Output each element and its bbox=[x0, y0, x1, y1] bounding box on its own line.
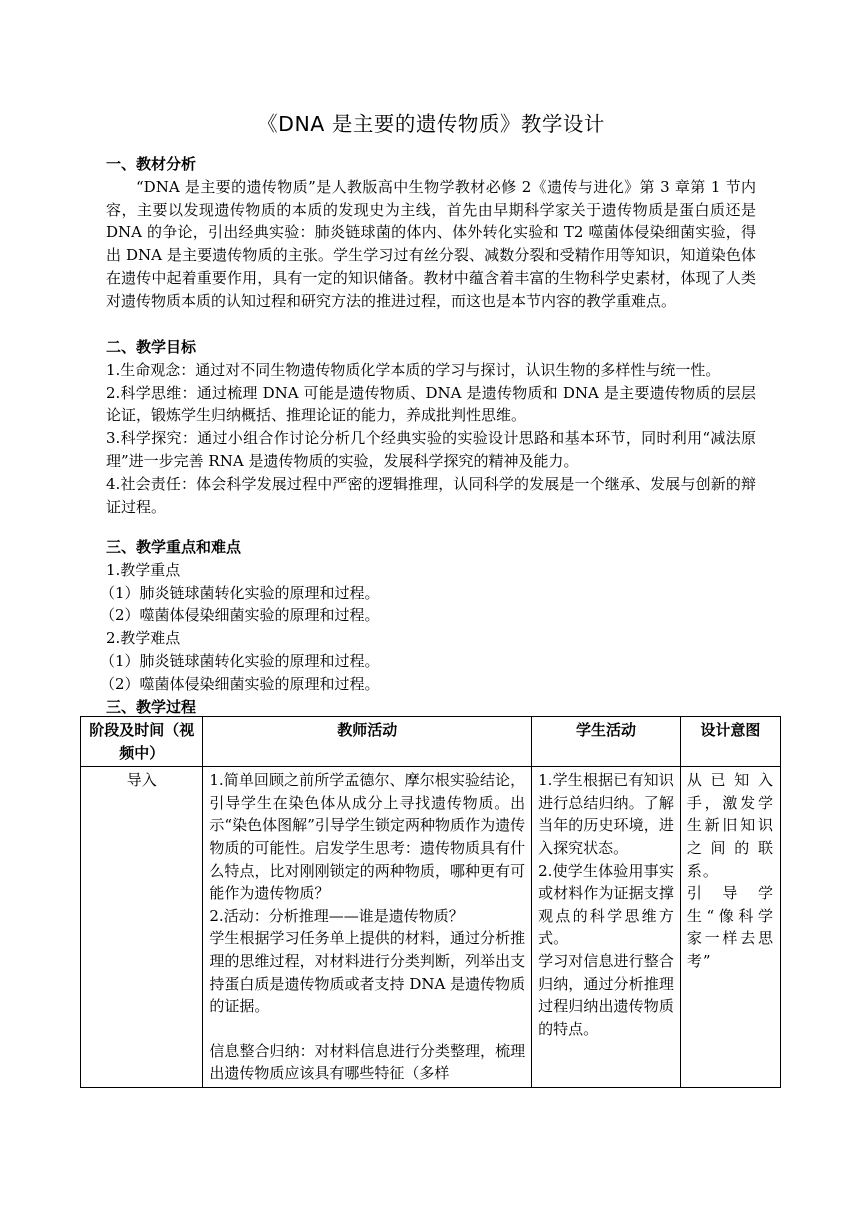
key-point-line: （1）肺炎链球菌转化实验的原理和过程。 bbox=[100, 651, 380, 670]
cell-teacher bbox=[203, 767, 532, 1088]
section-materials bbox=[106, 153, 756, 313]
table-row bbox=[81, 767, 781, 1088]
goal-item: 3.科学探究：通过小组合作讨论分析几个经典实验的实验设计思路和基本环节，同时利用“减法原理”进一步完善 RNA 是遗传物质的实验，发展科学探究的精神及能力。 bbox=[106, 429, 756, 470]
student-activity-text: 2.使学生体验用事实或材料作为证据支撑观点的科学思维方式。 bbox=[538, 861, 674, 948]
goal-item: 2.科学思维：通过梳理 DNA 可能是遗传物质、DNA 是遗传物质和 DNA 是主要遗传物质的层层论证，锻炼学生归纳概括、推理论证的能力，养成批判性思维。 bbox=[106, 383, 756, 425]
header-stage: 阶段及时间（视频中） bbox=[81, 717, 203, 767]
key-point-line: （2）噬菌体侵染细菌实验的原理和过程。 bbox=[100, 606, 380, 625]
teacher-activity-text: 信息整合归纳：对材料信息进行分类整理，梳理出遗传物质应该具有哪些特征（多样 bbox=[209, 1041, 526, 1083]
section-heading-key-points: 三、教学重点和难点 bbox=[106, 538, 242, 556]
spacer bbox=[209, 1018, 525, 1040]
student-activity-text: 学习对信息进行整合归纳，通过分析推理过程归纳出遗传物质的特点。 bbox=[538, 951, 674, 1038]
section-heading-materials: 一、教材分析 bbox=[106, 155, 197, 173]
student-activity-text: 1.学生根据已有知识进行总结归纳。了解当年的历史环境，进入探究状态。 bbox=[538, 771, 674, 857]
cell-student bbox=[532, 767, 681, 1088]
materials-paragraph: “DNA 是主要的遗传物质”是人教版高中生物学教材必修 2《遗传与进化》第 3 章第 1 节内容，主要以发现遗传物质的本质的发现史为主线，首先由早期科学家关于遗传物质是蛋白质还是 DNA 的争论，引出经典实验：肺炎链球菌的体内、体外转化实验和 T2 噬菌体侵染细菌实验，得出 DNA 是主要遗传物质的主张。学生学习过有丝分裂、减数分裂和受精作用等知识，知道染色体在遗传中起着重要作用，具有一定的知识储备。教材中蕴含着丰富的生物科学史素材，体现了人类对遗传物质本质的认知过程和研究方法的推进过程，而这也是本节内容的教学重难点。 bbox=[106, 177, 756, 310]
key-point-line: 1.教学重点 bbox=[106, 560, 181, 579]
header-student: 学生活动 bbox=[532, 717, 681, 767]
section-heading-process: 三、教学过程 bbox=[106, 697, 197, 716]
intent-text: 从已知入手，激发学生新旧知识之间的联系。 bbox=[686, 771, 774, 880]
document-title: 《DNA 是主要的遗传物质》教学设计 bbox=[257, 112, 605, 136]
cell-stage: 导入 bbox=[81, 767, 203, 1088]
key-point-line: （2）噬菌体侵染细菌实验的原理和过程。 bbox=[100, 674, 380, 693]
teacher-activity-text: 1.简单回顾之前所学孟德尔、摩尔根实验结论，引导学生在染色体从成分上寻找遗传物质。出示“染色体图解”引导学生锁定两种物质作为遗传物质的可能性。启发学生思考：遗传物质具有什么特点，比对刚刚锁定的两种物质，哪种更有可能作为遗传物质？ bbox=[209, 771, 526, 903]
goal-item: 1.生命观念：通过对不同生物遗传物质化学本质的学习与探讨，认识生物的多样性与统一性。 bbox=[106, 360, 721, 379]
section-heading-goals: 二、教学目标 bbox=[106, 338, 197, 356]
header-intent: 设计意图 bbox=[680, 717, 780, 767]
intent-text: 引导学生“像科学家一样去思考” bbox=[686, 884, 774, 970]
key-point-line: （1）肺炎链球菌转化实验的原理和过程。 bbox=[100, 583, 380, 602]
teacher-activity-text: 学生根据学习任务单上提供的材料，通过分析推理的思维过程，对材料进行分类判断，列举出支持蛋白质是遗传物质或者支持 DNA 是遗传物质的证据。 bbox=[209, 929, 526, 1016]
teacher-activity-text: 2.活动：分析推理——谁是遗传物质？ bbox=[209, 906, 464, 925]
table-header-row bbox=[81, 717, 781, 767]
header-teacher: 教师活动 bbox=[203, 717, 532, 767]
teaching-process-table bbox=[80, 716, 781, 1088]
key-point-line: 2.教学难点 bbox=[106, 629, 181, 648]
cell-intent bbox=[680, 767, 780, 1088]
goal-item: 4.社会责任：体会科学发展过程中严密的逻辑推理，认同科学的发展是一个继承、发展与创新的辩证过程。 bbox=[106, 474, 756, 516]
section-goals bbox=[106, 336, 756, 518]
section-key-points bbox=[100, 536, 756, 718]
